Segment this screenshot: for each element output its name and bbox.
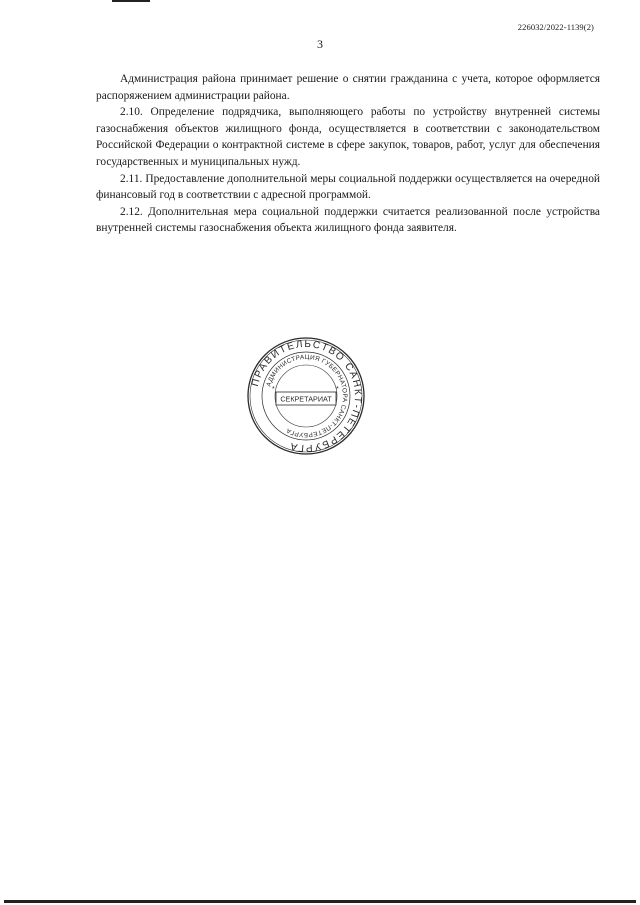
seal-graphic bbox=[246, 336, 366, 456]
document-body bbox=[96, 71, 600, 237]
document-number: 226032/2022-1139(2) bbox=[517, 22, 594, 32]
paragraph-2-12: 2.12. Дополнительная мера социальной поддержки считается реализованной после устройства внутренней системы газоснабжения объекта жилищного фонда заявителя. bbox=[96, 205, 600, 235]
paragraph-2-11: 2.11. Предоставление дополнительной меры социальной поддержки осуществляется на очередной финансовый год в соответствии с адресной программой. bbox=[96, 172, 600, 202]
page-number: 3 bbox=[317, 37, 323, 51]
scan-bottom-edge bbox=[4, 900, 636, 903]
paragraph-2-10: 2.10. Определение подрядчика, выполняющего работы по устройству внутренней системы газоснабжения объектов жилищного фонда, осуществляется в соответствии с законодательством Российской Федерации о контрактной системе в сфере закупок, товаров, работ, услуг для обеспечения государственных и муниципальных нужд. bbox=[96, 106, 600, 168]
scan-top-mark bbox=[112, 0, 150, 2]
svg-text:*: * bbox=[272, 386, 275, 393]
official-seal-stamp bbox=[246, 336, 366, 456]
seal-outer-text: ПРАВИТЕЛЬСТВО САНКТ-ПЕТЕРБУРГА bbox=[249, 338, 364, 454]
seal-center-text: СЕКРЕТАРИАТ bbox=[280, 394, 332, 404]
seal-inner-text: АДМИНИСТРАЦИЯ ГУБЕРНАТОРА САНКТ-ПЕТЕРБУРГА bbox=[265, 353, 349, 439]
paragraph-1: Администрация района принимает решение о снятии гражданина с учета, которое оформляется распоряжением администрации района. bbox=[96, 73, 600, 102]
svg-text:*: * bbox=[336, 386, 339, 393]
